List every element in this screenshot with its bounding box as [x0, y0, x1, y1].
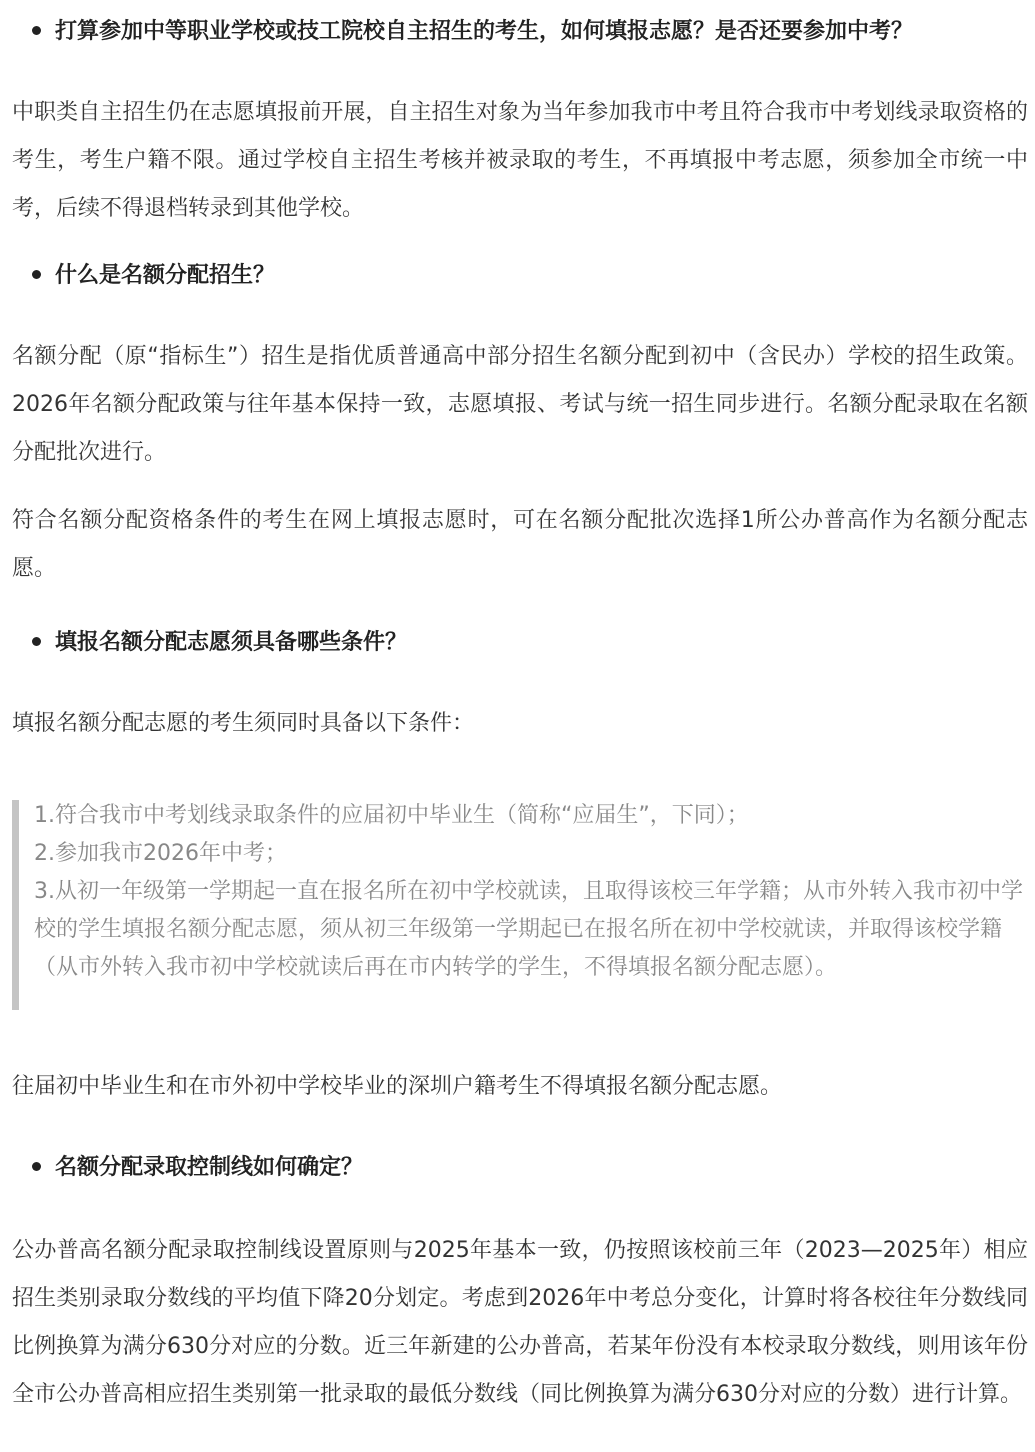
- blockquote-bar: [12, 800, 19, 1010]
- blockquote-text: [34, 797, 1027, 987]
- paragraph-quota-choice: 符合名额分配资格条件的考生在网上填报志愿时，可在名额分配批次选择1所公办普高作为名额分配志愿。: [12, 508, 1028, 581]
- paragraph-conditions-intro: 填报名额分配志愿的考生须同时具备以下条件：: [12, 711, 475, 736]
- condition-item: 2.参加我市2026年中考；: [34, 841, 287, 866]
- heading-text: 打算参加中等职业学校或技工院校自主招生的考生，如何填报志愿？是否还要参加中考？: [55, 19, 914, 44]
- bullet-icon: [32, 270, 41, 279]
- section-heading-quota: [32, 260, 1022, 292]
- bullet-icon: [32, 637, 41, 646]
- conditions-blockquote: [12, 797, 1028, 1009]
- section-heading-control-line: [32, 1152, 1022, 1184]
- paragraph-exclusion: 往届初中毕业生和在市外初中学校毕业的深圳户籍考生不得填报名额分配志愿。: [12, 1074, 783, 1099]
- condition-item: 1.符合我市中考划线录取条件的应届初中毕业生（简称“应届生”，下同）；: [34, 803, 749, 828]
- heading-text: 填报名额分配志愿须具备哪些条件？: [55, 630, 408, 655]
- paragraph-quota-definition: 名额分配（原“指标生”）招生是指优质普通高中部分招生名额分配到初中（含民办）学校的招生政策。2026年名额分配政策与往年基本保持一致，志愿填报、考试与统一招生同步进行。名额分配录取在名额分配批次进行。: [12, 344, 1028, 465]
- paragraph-vocational: 中职类自主招生仍在志愿填报前开展，自主招生对象为当年参加我市中考且符合我市中考划线录取资格的考生，考生户籍不限。通过学校自主招生考核并被录取的考生，不再填报中考志愿，须参加全市统一中考，后续不得退档转录到其他学校。: [12, 100, 1028, 221]
- heading-text: 名额分配录取控制线如何确定？: [55, 1155, 364, 1180]
- section-heading-vocational: [32, 16, 1022, 48]
- bullet-icon: [32, 26, 41, 35]
- condition-item: 3.从初一年级第一学期起一直在报名所在初中学校就读，且取得该校三年学籍；从市外转入我市初中学校的学生填报名额分配志愿，须从初三年级第一学期起已在报名所在初中学校就读，并取得该校学籍（从市外转入我市初中学校就读后再在市内转学的学生，不得填报名额分配志愿）。: [34, 879, 1023, 980]
- heading-text: 什么是名额分配招生？: [55, 263, 276, 288]
- bullet-icon: [32, 1162, 41, 1171]
- paragraph-control-line: 公办普高名额分配录取控制线设置原则与2025年基本一致，仍按照该校前三年（2023—2025年）相应招生类别录取分数线的平均值下降20分划定。考虑到2026年中考总分变化，计算时将各校往年分数线同比例换算为满分630分对应的分数。近三年新建的公办普高，若某年份没有本校录取分数线，则用该年份全市公办普高相应招生类别第一批录取的最低分数线（同比例换算为满分630分对应的分数）进行计算。: [12, 1238, 1028, 1407]
- section-heading-conditions: [32, 627, 1022, 659]
